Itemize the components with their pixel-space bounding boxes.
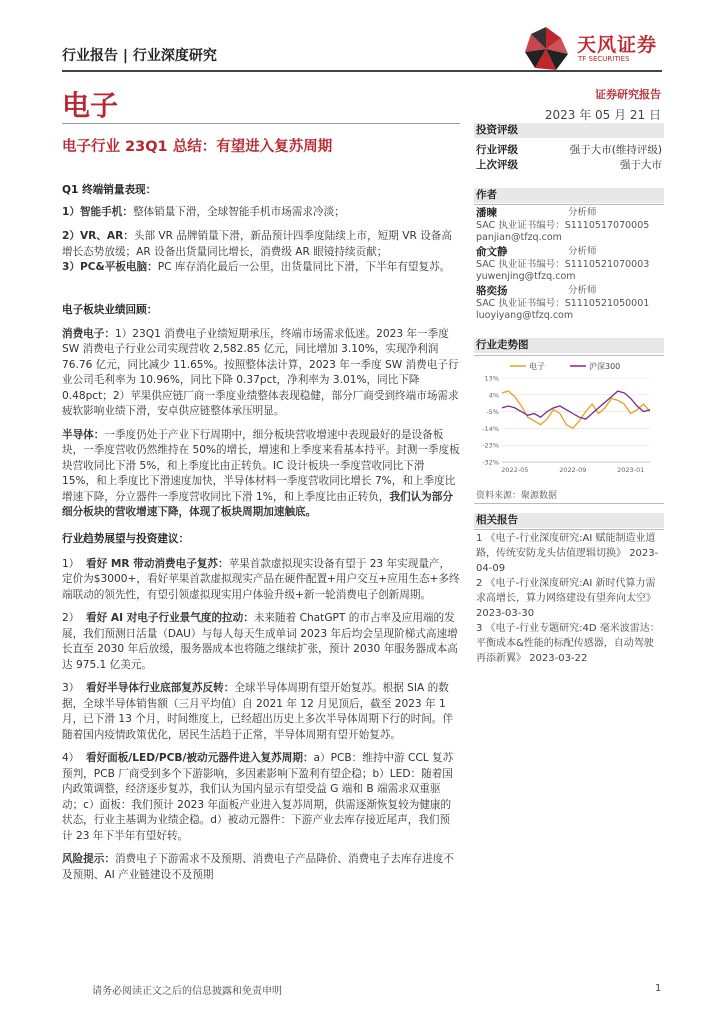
report-date: 2023 年 05 月 21 日 [544,108,661,122]
author-heading: 作者 [474,188,664,203]
trend-item: 4） 看好面板/LED/PCB/被动元器件进入复苏周期：a）PCB：维持中游 CCL 复苏预判，PCB 厂商受到多个下游影响，多因素影响下盈利有望企稳；b）LED：随着国内政策调整，经济逐步复苏，我们认为国内显示有望受益 G 端和 B 端需求双重驱动；c）面板：我们预计 2023 年面板产业进入复苏周期，供需逐渐恢复较为健康的状态，行业主基调为业绩企稳。d）被动元器件：下游产业去库存接近尾声，我们预计 23 年下半年有望好转。 [62,752,454,842]
author-email[interactable]: panjian@tfzq.com [476,232,562,243]
related-report-link[interactable]: 3 《电子-行业专题研究:4D 毫米波雷达：平衡成本&性能的标配传感器，自动驾驶再添新翼》 2023-03-22 [476,623,660,664]
footer-disclaimer: 请务必阅读正文之后的信息披露和免责申明 [92,986,282,997]
q1-section [62,183,460,276]
author-name: 骆奕扬 [476,285,508,297]
related-report-link[interactable]: 1 《电子-行业深度研究:AI 赋能制造业道路，传统安防龙头估值逻辑切换》 2023-04-09 [476,533,659,574]
author-email[interactable]: yuwenjing@tfzq.com [476,271,576,282]
trend-chart-heading: 行业走势图 [474,338,664,353]
section-heading: 电子板块业绩回顾： [62,304,158,316]
risk-paragraph: 风险提示：消费电子下游需求不及预期、消费电子产品降价、消费电子去库存进度不及预期、AI 产业链建设不及预期 [62,853,454,881]
x-tick-label: 2022-09 [559,466,587,474]
author-card: 骆奕扬 分析师 SAC 执业证书编号：S1110521050001 luoyiyang@tfzq.com [476,285,650,321]
legend-label: 电子 [529,362,545,371]
report-type: 证券研究报告 [595,88,661,101]
consumer-paragraph: 消费电子：1）23Q1 消费电子业绩短期承压，终端市场需求低迷。2023 年一季度 SW 消费电子行业公司实现营收 2,582.85 亿元，同比增加 3.10%，实现净利润 76.76 亿元，同比减少 11.65%。按照整体法计算，2023 年一季度 SW 消费电子行业公司毛利率为 10.96%，同比下降 0.37pct，净利率为 3.01%，同比下降 0.48pct；2）苹果供应链厂商一季度业绩整体表现稳健，部分厂商受到终端市场需求疲软影响业绩下滑，安卓供应链整体承压明显。 [62,327,459,417]
q1-item: 2）VR、AR：头部 VR 品牌销量下滑，新品预计四季度陆续上市，短期 VR 设备高增长态势放缓；AR 设备出货量同比增长，消费级 AR 眼镜持续贡献； [62,230,452,258]
y-tick-label: -5% [486,408,499,417]
page-number: 1 [655,983,662,994]
divider [474,503,664,504]
y-tick-label: -32% [482,458,499,467]
q1-item: 3）PC&平板电脑：PC 库存消化最后一公里，出货量同比下滑，下半年有望复苏。 [62,261,451,273]
author-card: 潘暕 分析师 SAC 执业证书编号：S1110517070005 panjian@tfzq.com [476,207,650,243]
semiconductor-paragraph: 半导体：一季度仍处于产业下行周期中，细分板块营收增速中表现最好的是设备板块，一季度营收仍然维持在 50%的增长，增速和上季度来看基本持平。封测一季度板块营收同比下滑 5%，和上季度比由正转负。IC 设计板块一季度营收同比下滑 15%，和上季度比下滑速度加快，半导体材料一季度营收同比增长 7%，和上季度比增速下降，分立器件一季度营收同比下滑 1%，和上季度比由正转负，我们认为部分细分板块的营收增速下降，体现了板块周期加速触底。 [62,428,460,518]
company-logo [521,24,661,74]
logo-mark-icon [521,24,571,74]
legend-label: 沪深300 [589,362,621,371]
q1-item: 1）智能手机：整体销量下滑，全球智能手机市场需求冷淡； [62,205,345,218]
divider [474,529,664,530]
author-email[interactable]: luoyiyang@tfzq.com [476,310,574,321]
report-title: 电子行业 23Q1 总结：有望进入复苏周期 [62,139,333,155]
y-tick-label: -14% [482,424,499,433]
rating-heading: 投资评级 [474,123,664,138]
trend-item: 1） 看好 MR 带动消费电子复苏：苹果首款虚拟现实设备有望于 23 年实现量产，定价为$3000+，看好苹果首款虚拟现实产品在硬件配置+用户交互+应用生态+多终端联动的领先性，有望引领虚拟现实用户体验升级+新一轮消费电子创新周期。 [62,557,460,601]
author-name: 俞文静 [476,246,508,258]
author-name: 潘暕 [476,207,497,219]
author-card: 俞文静 分析师 SAC 执业证书编号：S1110521070003 yuwenjing@tfzq.com [476,246,650,282]
report-category-tag: 行业报告 | 行业深度研究 [62,48,217,64]
logo-text: 天风证券 [577,34,658,56]
x-tick-label: 2023-01 [617,466,645,474]
section-heading: Q1 终端销量表现： [62,184,157,196]
review-section [62,303,460,521]
x-tick-label: 2022-05 [501,466,529,474]
divider [474,204,664,205]
header-rule [62,70,662,72]
trend-item: 2） 看好 AI 对电子行业景气度的拉动：未来随着 ChatGPT 的市占率及应用端的发展，我们预测日活量（DAU）与每人每天生成单词 2023 年后均会呈现阶梯式高速增长直至 2030 年后放缓，服务器成本也将随之继续扩张，预计 2030 年服务器成本高达 975.1 亿美元。 [62,612,458,671]
logo-subtext: TF SECURITIES [578,55,630,63]
y-tick-label: 4% [488,391,499,400]
y-tick-label: 13% [484,374,499,383]
sector-title: 电子 [62,89,119,122]
y-tick-label: -23% [482,441,499,450]
trend-item: 3） 看好半导体行业底部复苏反转：全球半导体周期有望开始复苏。根据 SIA 的数据，全球半导体销售额（三月平均值）自 2021 年 12 月见顶后，截至 2023 年 1 月，已下滑 13 个月，时间维度上，已经超出历史上多次半导体周期下行的时间。伴随着国内疫情政策优化，居民生活趋于正常，半导体周期有望开始复苏。 [62,682,453,741]
chart-source: 资料来源：聚源数据 [476,491,558,501]
related-heading: 相关报告 [474,513,664,528]
industry-trend-chart [474,358,664,480]
title-rule [62,123,460,124]
section-heading: 行业趋势展望与投资建议： [62,533,190,545]
divider [474,355,664,356]
trend-section [62,532,460,883]
series-line [502,391,650,419]
related-report-link[interactable]: 2 《电子-行业深度研究:AI 新时代算力需求高增长，算力网络建设有望奔向太空》 2023-03-30 [476,578,656,619]
